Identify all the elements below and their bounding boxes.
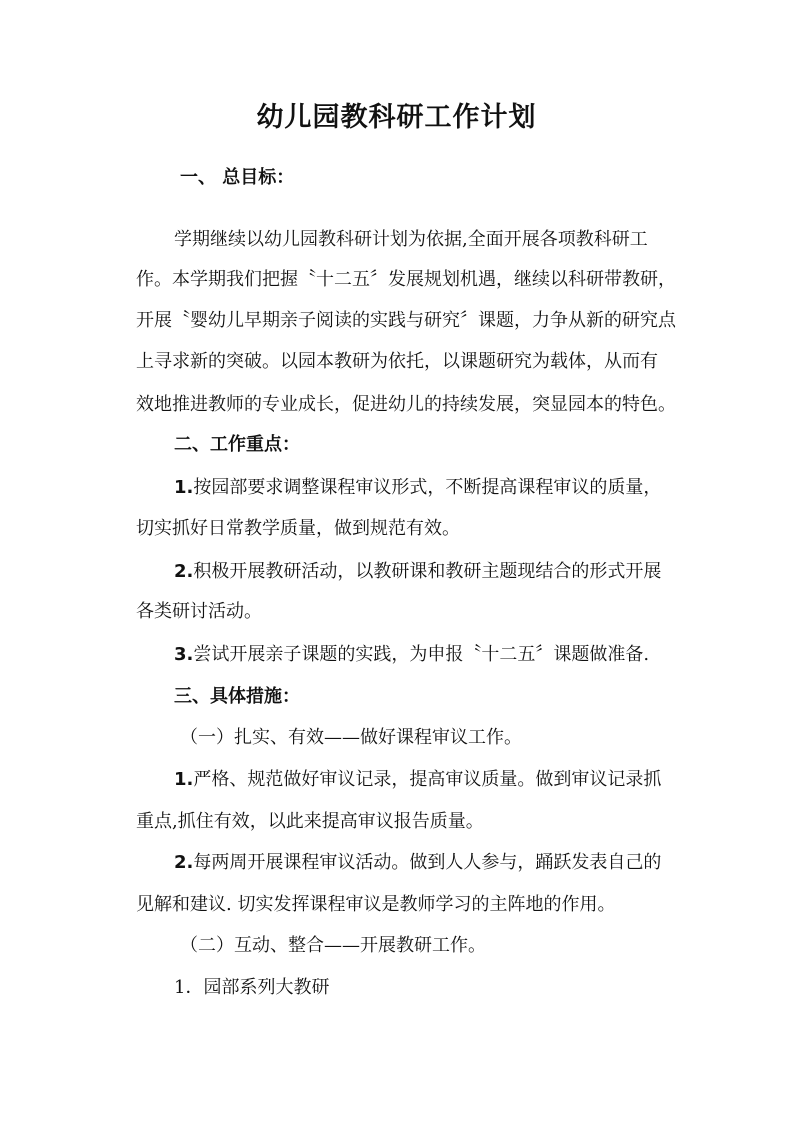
subsection-heading: （一）扎实、有效——做好课程审议工作。 bbox=[180, 727, 522, 748]
measure-item-line: 1．园部系列大教研 bbox=[174, 977, 330, 998]
item-text: 严格、规范做好审议记录，提高审议质量。做到审议记录抓 bbox=[193, 769, 662, 790]
measure-item-line: 重点,抓住有效，以此来提高审议报告质量。 bbox=[136, 811, 484, 832]
paragraph-line: 效地推进教师的专业成长，促进幼儿的持续发展，突显园本的特色。 bbox=[136, 394, 676, 415]
item-text: 积极开展教研活动，以教研课和教研主题现结合的形式开展 bbox=[193, 561, 662, 582]
focus-item-line: 切实抓好日常教学质量，做到规范有效。 bbox=[136, 518, 460, 539]
paragraph-line: 学期继续以幼儿园教科研计划为依据,全面开展各项教科研工 bbox=[174, 229, 648, 250]
subsection-heading: （二）互动、整合——开展教研工作。 bbox=[180, 935, 486, 956]
measure-item-line bbox=[174, 768, 676, 792]
item-number: 3. bbox=[174, 644, 194, 665]
item-text: 按园部要求调整课程审议形式，不断提高课程审议的质量， bbox=[193, 477, 662, 498]
paragraph-line: 作。本学期我们把握〝十二五〞发展规划机遇，继续以科研带教研， bbox=[136, 269, 676, 290]
item-number: 1. bbox=[174, 769, 194, 790]
page-title: 幼儿园教科研工作计划 bbox=[256, 102, 537, 133]
section-heading-measures: 三、具体措施： bbox=[174, 686, 300, 707]
focus-item-line: 各类研讨活动。 bbox=[136, 601, 262, 622]
focus-item-line bbox=[174, 643, 676, 667]
paragraph-line: 开展〝婴幼儿早期亲子阅读的实践与研究〞课题，力争从新的研究点 bbox=[136, 310, 676, 331]
focus-item-line bbox=[174, 560, 676, 584]
paragraph-line: 上寻求新的突破。以园本教研为依托，以课题研究为载体，从而有 bbox=[136, 351, 658, 372]
item-number: 2. bbox=[174, 561, 194, 582]
item-number: 1. bbox=[174, 477, 194, 498]
item-text: 每两周开展课程审议活动。做到人人参与，踊跃发表自己的 bbox=[193, 852, 662, 873]
focus-item-line bbox=[174, 476, 676, 500]
item-text: 尝试开展亲子课题的实践，为申报〝十二五〞课题做准备. bbox=[193, 644, 650, 665]
section-heading-focus: 二、工作重点： bbox=[174, 434, 300, 455]
section-heading-goals: 一、 总目标： bbox=[180, 167, 295, 188]
measure-item-line: 见解和建议. 切实发挥课程审议是教师学习的主阵地的作用。 bbox=[136, 894, 616, 915]
item-number: 2. bbox=[174, 852, 194, 873]
measure-item-line bbox=[174, 851, 676, 875]
